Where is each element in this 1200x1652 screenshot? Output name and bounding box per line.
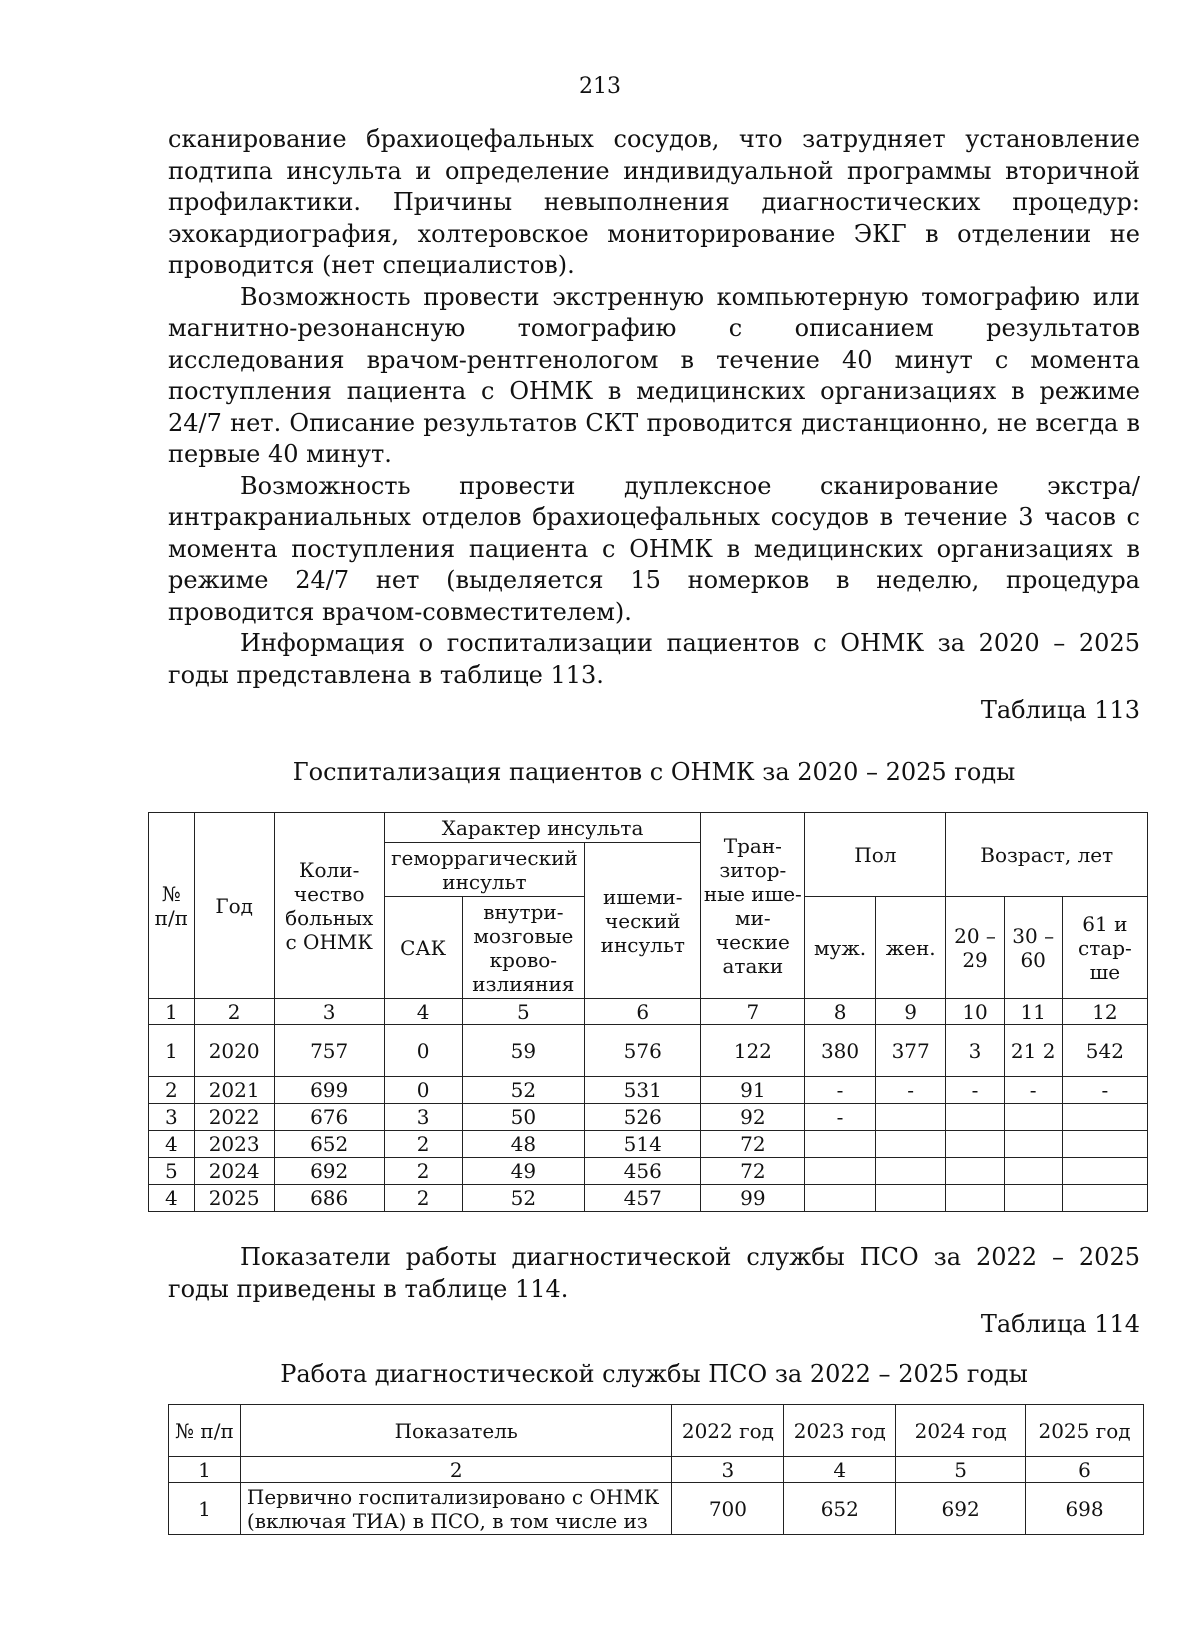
header-age-20-29: 20 – 29: [946, 897, 1004, 999]
table-cell: 91: [701, 1077, 805, 1104]
table-cell: 2: [384, 1158, 462, 1185]
table-cell: -: [1062, 1077, 1147, 1104]
table-cell: 49: [462, 1158, 585, 1185]
table-cell: 5: [149, 1158, 195, 1185]
table-cell: [805, 1131, 876, 1158]
table-cell: 52: [462, 1185, 585, 1212]
table-cell: 676: [274, 1104, 384, 1131]
col-number: 8: [805, 999, 876, 1025]
table-cell: 456: [585, 1158, 701, 1185]
table-cell: 377: [875, 1025, 946, 1077]
table-cell: 2020: [194, 1025, 274, 1077]
table-cell: 652: [274, 1131, 384, 1158]
header-2025: 2025 год: [1026, 1405, 1144, 1457]
header-num: № п/п: [169, 1405, 241, 1457]
table-cell: [1004, 1104, 1062, 1131]
col-number: 5: [896, 1457, 1026, 1483]
col-number: 3: [672, 1457, 784, 1483]
header-male: муж.: [805, 897, 876, 999]
header-age: Возраст, лет: [946, 813, 1148, 897]
table-cell: 692: [896, 1483, 1026, 1535]
page-content: [154, 124, 1140, 1535]
col-number: 4: [384, 999, 462, 1025]
table-cell: 2021: [194, 1077, 274, 1104]
table-cell: 52: [462, 1077, 585, 1104]
table-cell: 698: [1026, 1483, 1144, 1535]
table-cell: 2: [384, 1131, 462, 1158]
table-cell: -: [805, 1077, 876, 1104]
table-cell: [946, 1104, 1004, 1131]
col-number: 2: [194, 999, 274, 1025]
table-cell: 2: [149, 1077, 195, 1104]
column-number-row: [149, 999, 1148, 1025]
table-cell: 457: [585, 1185, 701, 1212]
header-2024: 2024 год: [896, 1405, 1026, 1457]
table-113: [148, 812, 1148, 1212]
header-year: Год: [194, 813, 274, 999]
table-cell: 2023: [194, 1131, 274, 1158]
table-cell: 686: [274, 1185, 384, 1212]
table-row: [149, 1131, 1148, 1158]
table-cell: 4: [149, 1131, 195, 1158]
table-113-label: Таблица 113: [980, 696, 1140, 724]
table-cell: [1004, 1158, 1062, 1185]
table-row: [149, 1158, 1148, 1185]
col-number: 1: [169, 1457, 241, 1483]
table-cell: [1062, 1104, 1147, 1131]
table-cell: 514: [585, 1131, 701, 1158]
table-cell: 2024: [194, 1158, 274, 1185]
paragraph-3: Возможность провести дуплексное сканирование экстра/интракраниальных отделов брахиоцефальных сосудов в течение 3 часов с момента поступления пациента с ОНМК в медицинских организациях в режиме 24/7 нет (выделяется 15 номерков в неделю, процедура проводится врачом-совместителем).: [168, 471, 1140, 626]
header-2022: 2022 год: [672, 1405, 784, 1457]
col-number: 4: [784, 1457, 896, 1483]
table-cell: 72: [701, 1131, 805, 1158]
table-cell: 692: [274, 1158, 384, 1185]
header-sex: Пол: [805, 813, 946, 897]
table-cell: [875, 1131, 946, 1158]
table-cell: 21 2: [1004, 1025, 1062, 1077]
table-cell: [1062, 1131, 1147, 1158]
table-cell: 50: [462, 1104, 585, 1131]
col-number: 2: [240, 1457, 672, 1483]
header-intracerebral: внутри-мозговые крово-излияния: [462, 897, 585, 999]
header-female: жен.: [875, 897, 946, 999]
col-number: 7: [701, 999, 805, 1025]
header-tia: Тран-зитор-ные ише-ми-ческие атаки: [701, 813, 805, 999]
header-age-61-plus: 61 и стар-ше: [1062, 897, 1147, 999]
table-114-label: Таблица 114: [980, 1310, 1140, 1338]
table-cell: [1062, 1158, 1147, 1185]
header-ischemic: ишеми-ческий инсульт: [585, 843, 701, 999]
table-cell: 4: [149, 1185, 195, 1212]
table-cell: 2: [384, 1185, 462, 1212]
table-cell: 99: [701, 1185, 805, 1212]
table-cell: 757: [274, 1025, 384, 1077]
table-cell: 542: [1062, 1025, 1147, 1077]
col-number: 6: [585, 999, 701, 1025]
header-sak: САК: [384, 897, 462, 999]
col-number: 10: [946, 999, 1004, 1025]
col-number: 3: [274, 999, 384, 1025]
table-cell: [875, 1185, 946, 1212]
table-cell: [946, 1158, 1004, 1185]
table-114-title: Работа диагностической службы ПСО за 2022 – 2025 годы: [280, 1359, 1028, 1388]
table-cell: -: [875, 1077, 946, 1104]
table-cell: 0: [384, 1077, 462, 1104]
header-age-30-60: 30 – 60: [1004, 897, 1062, 999]
table-cell: [946, 1131, 1004, 1158]
table-114: [168, 1404, 1144, 1535]
table-cell: [805, 1185, 876, 1212]
header-stroke-type: Характер инсульта: [384, 813, 701, 843]
table-cell: 2025: [194, 1185, 274, 1212]
table-cell: [875, 1158, 946, 1185]
table-row: [149, 1104, 1148, 1131]
table-cell: 59: [462, 1025, 585, 1077]
table-row: [149, 1185, 1148, 1212]
table-cell: [1004, 1131, 1062, 1158]
header-count: Коли-чество больных с ОНМК: [274, 813, 384, 999]
table-cell: -: [1004, 1077, 1062, 1104]
table-cell: 122: [701, 1025, 805, 1077]
table-113-title: Госпитализация пациентов с ОНМК за 2020 – 2025 годы: [292, 757, 1016, 786]
table-cell: [1062, 1185, 1147, 1212]
table-cell: [946, 1185, 1004, 1212]
page-number: 213: [579, 74, 621, 99]
col-number: 1: [149, 999, 195, 1025]
table-cell: 700: [672, 1483, 784, 1535]
table-row: [169, 1483, 1144, 1535]
table-cell: 48: [462, 1131, 585, 1158]
header-indicator: Показатель: [240, 1405, 672, 1457]
col-number: 9: [875, 999, 946, 1025]
table-cell: 1: [149, 1025, 195, 1077]
col-number: 11: [1004, 999, 1062, 1025]
table-cell: 3: [149, 1104, 195, 1131]
table-cell: -: [805, 1104, 876, 1131]
table-cell: 3: [946, 1025, 1004, 1077]
table-row: [149, 1025, 1148, 1077]
table-cell: 1: [169, 1483, 241, 1535]
table-cell: -: [946, 1077, 1004, 1104]
table-cell: [875, 1104, 946, 1131]
table-row: [149, 1077, 1148, 1104]
table-cell: 652: [784, 1483, 896, 1535]
col-number: 5: [462, 999, 585, 1025]
paragraph-2: Возможность провести экстренную компьютерную томографию или магнитно-резонансную томографию с описанием результатов исследования врачом-рентгенологом в течение 40 минут с момента поступления пациента с ОНМК в медицинских организациях в режиме 24/7 нет. Описание результатов СКТ проводится дистанционно, не всегда в первые 40 минут.: [168, 282, 1140, 468]
table-cell: Первично госпитализировано с ОНМК (включая ТИА) в ПСО, в том числе из: [240, 1483, 672, 1535]
table-cell: [1004, 1185, 1062, 1212]
table-cell: 72: [701, 1158, 805, 1185]
paragraph-1: сканирование брахиоцефальных сосудов, что затрудняет установление подтипа инсульта и определение индивидуальной программы вторичной профилактики. Причины невыполнения диагностических процедур: эхокардиография, холтеровское мониторирование ЭКГ в отделении не проводится (нет специалистов).: [168, 125, 1140, 279]
table-cell: 380: [805, 1025, 876, 1077]
table-cell: 531: [585, 1077, 701, 1104]
paragraph-4: Информация о госпитализации пациентов с ОНМК за 2020 – 2025 годы представлена в таблице 113.: [168, 629, 1140, 689]
header-num: № п/п: [149, 813, 195, 999]
col-number: 12: [1062, 999, 1147, 1025]
col-number: 6: [1026, 1457, 1144, 1483]
table-cell: 0: [384, 1025, 462, 1077]
table-cell: 92: [701, 1104, 805, 1131]
table-cell: 2022: [194, 1104, 274, 1131]
column-number-row: [169, 1457, 1144, 1483]
header-hemorrhagic: геморрагический инсульт: [384, 843, 584, 897]
paragraph-after-table: Показатели работы диагностической службы ПСО за 2022 – 2025 годы приведены в таблице 114.: [168, 1243, 1140, 1303]
table-cell: 699: [274, 1077, 384, 1104]
table-cell: 526: [585, 1104, 701, 1131]
header-2023: 2023 год: [784, 1405, 896, 1457]
table-cell: [805, 1158, 876, 1185]
table-cell: 576: [585, 1025, 701, 1077]
table-cell: 3: [384, 1104, 462, 1131]
